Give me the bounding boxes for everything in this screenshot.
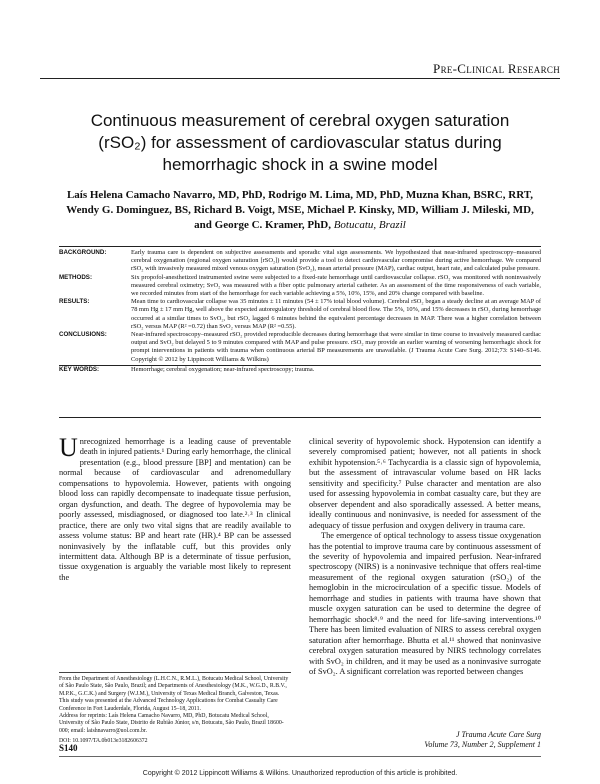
- abstract-text: Six propofol-anesthetized instrumented swine were subjected to a fixed-rate hemorrhage until cardiovascular collapse. rSO₂ was monitored with noninvasively measured cerebral oximetry; SvO₂ was measured with a fiber optic pulmonary arterial catheter. As an assessment of the time responsiveness of each variable, we recorded minutes from start of the hemorrhage for each variable achieving a 5%, 10%, 15%, and 20% change compared with baseline.: [131, 273, 541, 298]
- body-paragraph: The emergence of optical technology to assess tissue oxygenation has the potential to improve trauma care by continuous assessment of the severity of hypovolemia and impaired perfusion. Near-infrared spectroscopy (NIRS) is a noninvasive technique that offers real-time measurement of the regional oxygen saturation (rSO₂) of the hemoglobin in the microcirculation of a specific tissue. Models of hemorrhage and studies in patients with trauma have shown that muscle oxygen saturation can be used to determine the degree of hemorrhagic shock⁸˒⁹ and the need for life-saving interventions.¹⁰ There has been limited evaluation of NIRS to assess cerebral oxygen saturation after hemorrhage. Bhutta et al.¹¹ showed that noninvasive cerebral oxygen saturation measured by NIRS technology correlates with SvO₂ in children, and it may be used as a noninvasive surrogate of SvO₂. A significant correlation was reported between changes: [309, 531, 541, 676]
- abstract-label: RESULTS:: [59, 298, 90, 306]
- abstract-keywords: [59, 365, 541, 374]
- page-number: S140: [59, 743, 78, 753]
- abstract-bottom-rule: [59, 417, 541, 418]
- title-line-1: Continuous measurement of cerebral oxygen saturation: [90, 111, 510, 130]
- abstract-text: Early trauma care is dependent on subjective assessments and sporadic vital sign assessments. We hypothesized that near-infrared spectroscopy–measured cerebral oxygenation (regional oxygen saturation [rSO₂]) would provide a tool to detect cardiovascular compromise during active hemorrhage. We compared rSO₂ with invasively measured mixed venous oxygen saturation (SvO₂), mean arterial pressure (MAP), cardiac output, heart rate, and calculated pulse pressure.: [131, 249, 541, 273]
- section-heading: Pre-Clinical Research: [433, 61, 560, 76]
- abstract-label: BACKGROUND:: [59, 249, 107, 256]
- abstract-text: Hemorrhage; cerebral oxygenation; near-infrared spectroscopy; trauma.: [131, 365, 315, 373]
- title-line-2: (rSO₂) for assessment of cardiovascular status during: [98, 133, 502, 152]
- abstract-label: METHODS:: [59, 273, 92, 281]
- footnote-doi: DOI: 10.1097/TA.0b013e3182606372: [59, 738, 148, 745]
- abstract-text: Mean time to cardiovascular collapse was 35 minutes ± 11 minutes (54 ± 17% total blood volume). Cerebral rSO₂ began a steady decline at an average MAP of 78 mm Hg ± 17 mm Hg, well above the expected autoregulatory threshold of cerebral blood flow. The 5%, 10%, and 15% decreases in rSO₂ during hemorrhage occurred at a similar times to SvO₂, but rSO₂ lagged 6 minutes behind the equivalent percentage decreases in MAP. There was a higher correlation between rSO₂ versus MAP (R² =0.72) than SvO₂ versus MAP (R² =0.55).: [131, 298, 541, 330]
- copyright-notice: Copyright © 2012 Lippincott Williams & Wilkins. Unauthorized reproduction of this article is prohibited.: [142, 770, 458, 777]
- abstract-methods: [59, 274, 541, 299]
- title-line-3: hemorrhagic shock in a swine model: [162, 155, 438, 174]
- abstract-label: CONCLUSIONS:: [59, 331, 107, 339]
- footnote-divider: [59, 672, 291, 673]
- abstract-label: KEY WORDS:: [59, 365, 100, 373]
- body-column-left: [59, 433, 291, 583]
- authors-line-2: Wendy G. Dominguez, BS, Richard B. Voigt, MSE, Michael P. Kinsky, MD, William J. Mileski, MD,: [66, 204, 534, 216]
- footnotes: [59, 676, 291, 746]
- article-title: [60, 110, 540, 176]
- journal-info: [424, 730, 541, 750]
- drop-cap: U: [59, 433, 78, 462]
- authors-line-1: Laís Helena Camacho Navarro, MD, PhD, Rodrigo M. Lima, MD, PhD, Muzna Khan, BSRC, RRT,: [66, 189, 534, 201]
- footer-divider: [59, 756, 541, 757]
- abstract-block: [59, 249, 541, 374]
- footnote-affiliations: From the Department of Anesthesiology (L.H.C.N., R.M.L.), Botucatu Medical School, University of São Paulo State, São Paulo, Brazil; and Departments of Anesthesiology (M.K., W.G.D., R.B.V., M.P.K., G.C.K.) and Surgery (W.J.M.), University of Texas Medical Branch, Galveston, Texas.: [59, 676, 289, 697]
- intro-paragraph: nrecognized hemorrhage is a leading cause of preventable death in injured patients.¹ During early hemorrhage, the clinical presentation (e.g., blood pressure [BP] and mentation) can be normal because of cardiovascular and adrenomedullary compensations to hypovolemia. However, patients with ongoing blood loss can rapidly decompensate to inadequate tissue perfusion, organ dysfunction, and death. The degree of hypovolemia may be poorly assessed, misdiagnosed, or diagnosed too late.²˒³ In clinical practice, there are only two vital signs that are readily available to assess volume status: BP and heart rate (HR).⁴ BP can be assessed noninvasively by the inflatable cuff, but this provides only intermittent data. Although BP is a determinate of tissue perfusion, tissue oxygenation is arguably the variable most likely to represent the: [59, 437, 291, 582]
- body-column-right: [309, 437, 541, 677]
- abstract-conclusions: [59, 331, 541, 364]
- abstract-background: [59, 249, 541, 274]
- abstract-text: Near-infrared spectroscopy–measured rSO₂ provided reproducible decreases during hemorrhage that were similar in time course to invasively measured cardiac output and SvO₂ but delayed 5 to 9 minutes compared with MAP and pulse pressure. rSO₂ may provide an earlier warning of worsening hemorrhagic shock for prompt interventions in patients with trauma when continuous arterial BP measurements are unavailable. (J Trauma Acute Care Surg. 2012;73: S140–S146. Copyright © 2012 by Lippincott Williams & Wilkins): [131, 331, 541, 363]
- abstract-top-rule: [59, 246, 541, 247]
- footnote-address: Address for reprints: Laís Helena Camacho Navarro, MD, PhD, Botucatu Medical School, University of São Paulo State, Distrito de Rubião Júnior, s/n, Botucatu, São Paulo, Brazil 18600-000; email: laishnavarro@uol.com.br.: [59, 713, 284, 734]
- abstract-results: [59, 298, 541, 331]
- author-list: [55, 188, 545, 233]
- journal-name: J Trauma Acute Care Surg: [455, 730, 541, 739]
- journal-volume: Volume 73, Number 2, Supplement 1: [424, 740, 541, 749]
- author-affiliation: Botucatu, Brazil: [333, 219, 406, 231]
- footnote-presented: This study was presented at the Advanced Technology Applications for Combat Casualty Care Conference in Fort Lauderdale, Florida, August 15–18, 2011.: [59, 698, 278, 712]
- authors-line-3: and George C. Kramer, PhD,: [194, 219, 331, 231]
- header-divider: [40, 78, 560, 79]
- body-paragraph: clinical severity of hypovolemic shock. Hypotension can identify a severely compromised patient; however, not all patients in shock exhibit hypotension.⁵˒⁶ Tachycardia is a classic sign of hypovolemia, but the assessment of intravascular volume based on HR lacks sensitivity and specificity.⁷ Pulse character and mentation are also used for assessing hypovolemia in combat casualty care, but they are observer dependent and also sporadically assessed. A better means, ideally continuous and noninvasive, is needed for assessment of the adequacy of tissue perfusion and oxygen delivery in trauma care.: [309, 437, 541, 530]
